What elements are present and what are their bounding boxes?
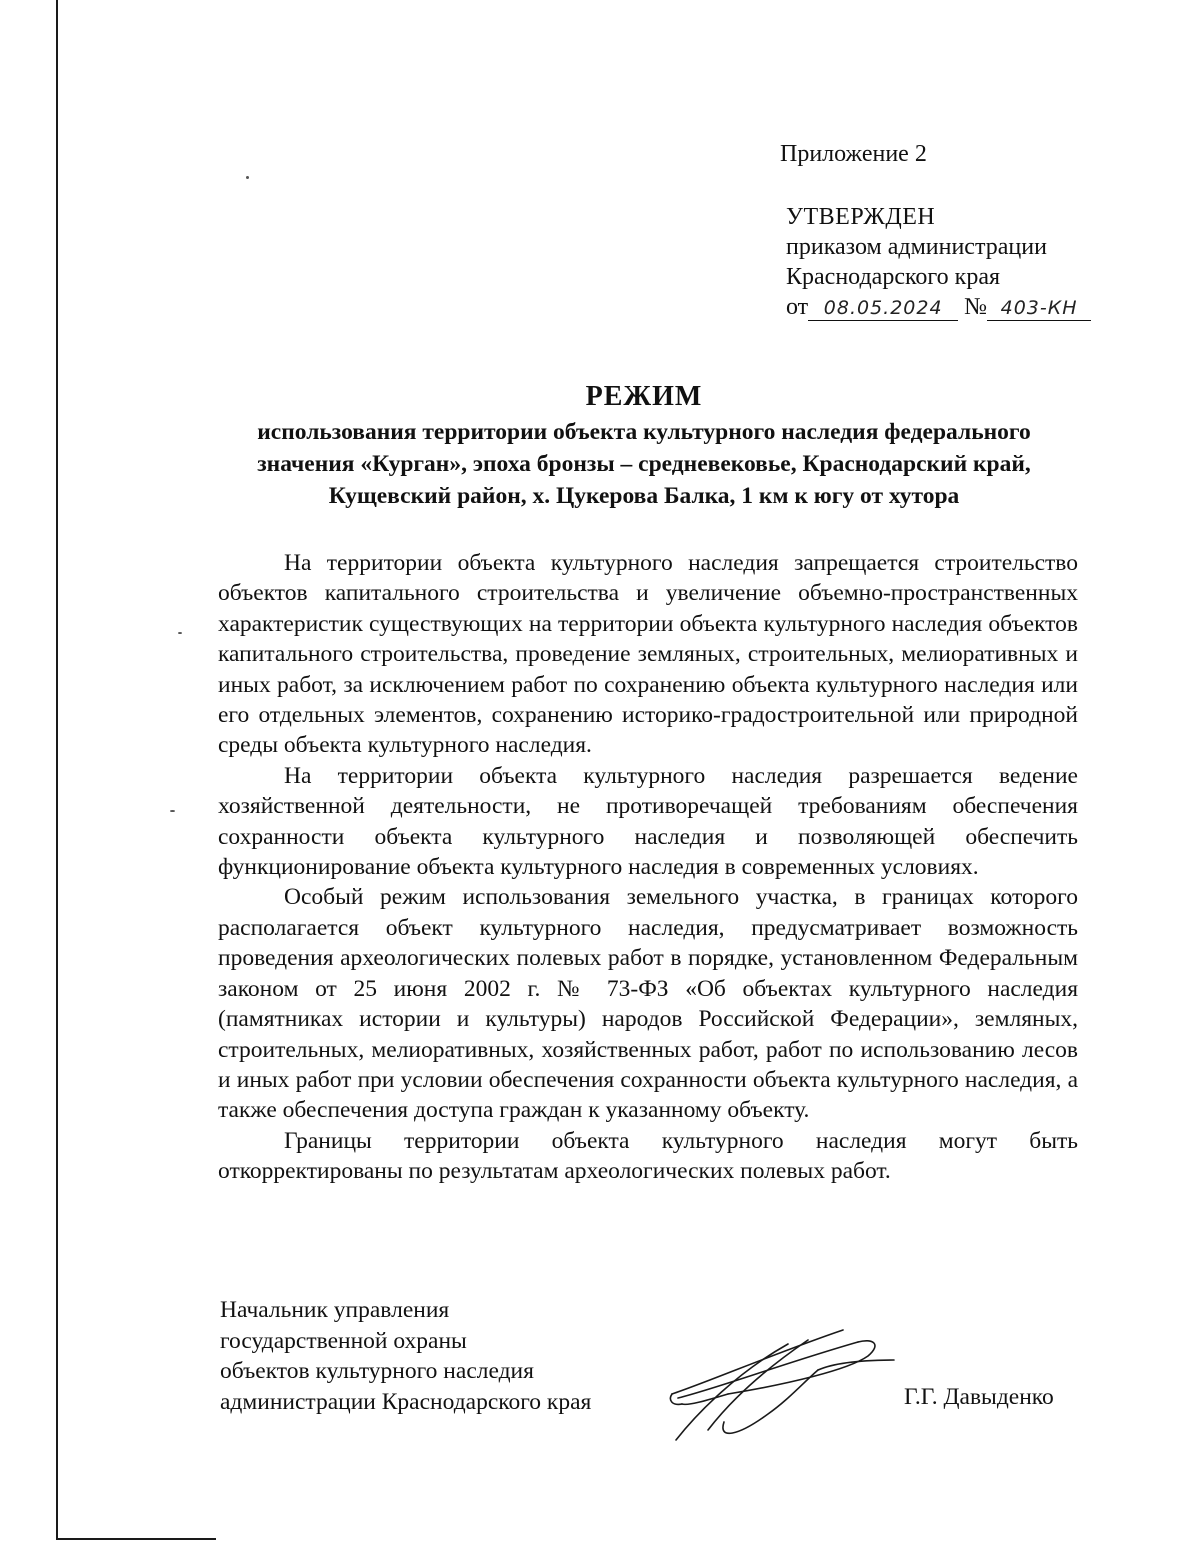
order-date-field: 08.05.2024 bbox=[808, 296, 958, 321]
scan-speck bbox=[178, 632, 182, 634]
signer-position-line-2: государственной охраны bbox=[220, 1327, 467, 1354]
appendix-label: Приложение 2 bbox=[780, 141, 927, 167]
title-line-1: использования территории объекта культурного наследия федерального bbox=[257, 419, 1031, 445]
signer-position-line-3: объектов культурного наследия bbox=[220, 1358, 534, 1384]
body-paragraph-4: Границы территории объекта культурного наследия могут быть откорректированы по результатам археологических полевых работ. bbox=[218, 1127, 1078, 1185]
scan-speck bbox=[246, 176, 249, 179]
signer-position bbox=[220, 1295, 591, 1417]
body-paragraph-2: На территории объекта культурного наследия разрешается ведение хозяйственной деятельности, не противоречащей требованиям обеспечения сохранности объекта культурного наследия и позволяющей обеспечить функционирование объекта культурного наследия в современных условиях. bbox=[218, 762, 1078, 881]
number-prefix: № bbox=[964, 294, 988, 320]
scan-speck bbox=[170, 810, 175, 812]
order-number-field: 403-КН bbox=[987, 296, 1091, 321]
scan-border-bottom bbox=[56, 1538, 216, 1540]
body-text bbox=[218, 548, 1078, 1187]
order-date-number-line bbox=[786, 292, 1106, 322]
signer-position-line-1: Начальник управления bbox=[220, 1297, 450, 1323]
approved-heading: УТВЕРЖДЕН bbox=[786, 204, 936, 230]
date-prefix: от bbox=[786, 294, 809, 320]
approved-by-line-1: приказом администрации bbox=[786, 234, 1047, 260]
signer-name: Г.Г. Давыденко bbox=[904, 1384, 1054, 1410]
title-line-3: Кущевский район, х. Цукерова Балка, 1 км к югу от хутора bbox=[328, 483, 960, 509]
title-main: РЕЖИМ bbox=[585, 381, 703, 412]
title-line-2: значения «Курган», эпоха бронзы – средневековье, Краснодарский край, bbox=[257, 451, 1031, 477]
document-title bbox=[214, 380, 1074, 512]
signer-position-line-4: администрации Краснодарского края bbox=[220, 1388, 592, 1415]
approved-by-line-2: Краснодарского края bbox=[786, 264, 1001, 290]
title-subtitle bbox=[214, 416, 1074, 512]
scan-border-left bbox=[56, 0, 58, 1540]
handwritten-signature bbox=[668, 1322, 898, 1452]
approval-stamp bbox=[786, 202, 1106, 322]
body-paragraph-1: На территории объекта культурного наследия запрещается строительство объектов капитального строительства и увеличение объемно-пространственных характеристик существующих на территории объекта культурного наследия объектов капитального строительства, проведение земляных, строительных, мелиоративных и иных работ, за исключением работ по сохранению объекта культурного наследия или его отдельных элементов, сохранению историко-градостроительной или природной среды объекта культурного наследия. bbox=[218, 550, 1078, 759]
body-paragraph-3: Особый режим использования земельного участка, в границах которого располагается объект культурного наследия, предусматривает возможность проведения археологических полевых работ в порядке, установленном Федеральным законом от 25 июня 2002 г. № 73-ФЗ «Об объектах культурного наследия (памятниках истории и культуры) народов Российской Федерации», земляных, строительных, мелиоративных, хозяйственных работ, работ по использованию лесов и иных работ при условии обеспечения сохранности объекта культурного наследия, а также обеспечения доступа граждан к указанному объекту. bbox=[218, 884, 1078, 1124]
